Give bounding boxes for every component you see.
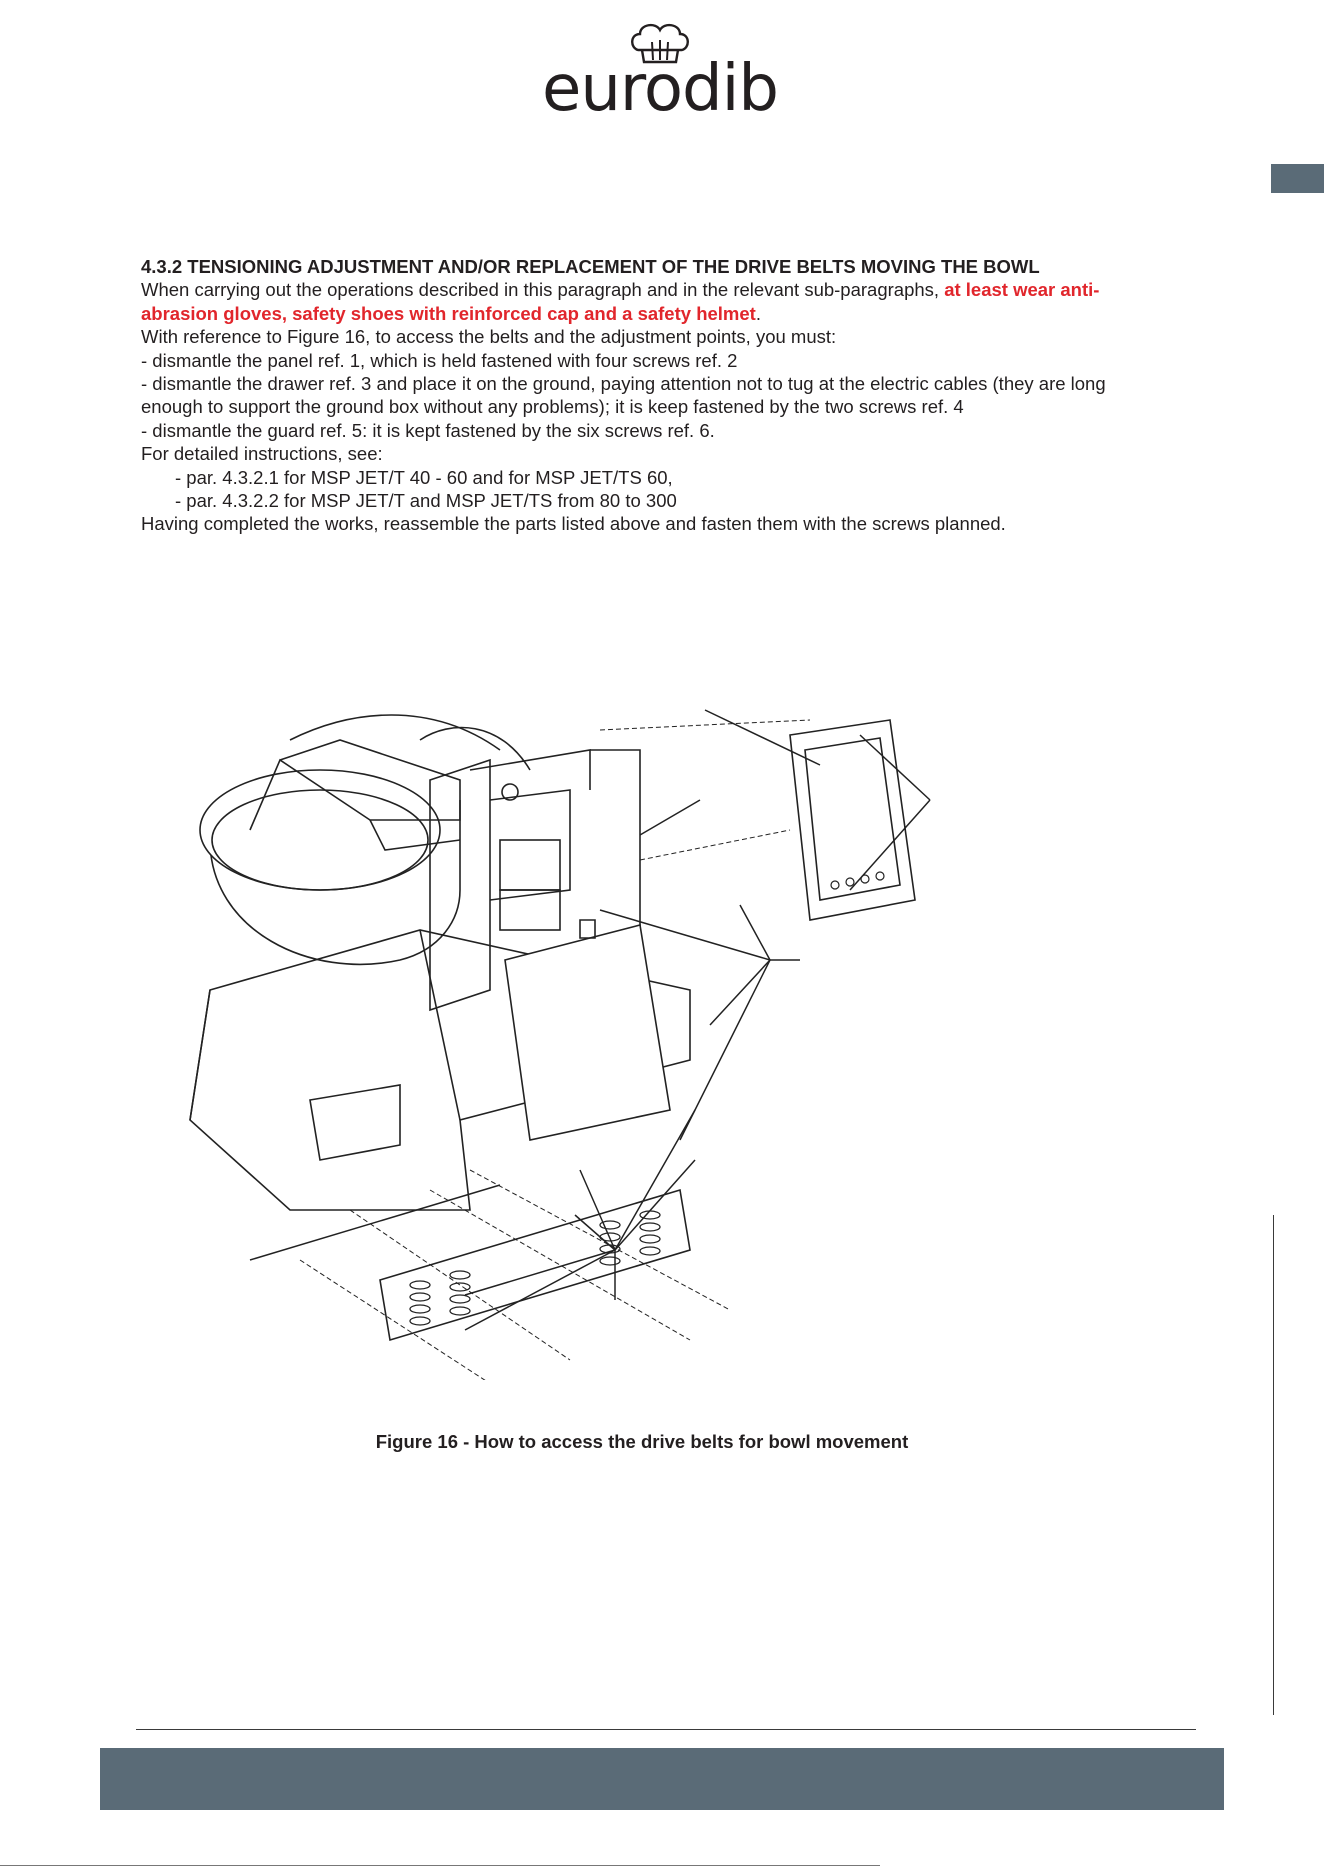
logo-wordmark: eurodib [541,52,779,126]
sub-reference: - par. 4.3.2.2 for MSP JET/T and MSP JET/TS from 80 to 300 [175,490,677,512]
eurodib-logo [510,20,810,126]
instructions-label: For detailed instructions, see: [141,443,383,465]
intro-end: . [755,302,761,324]
step-item: - dismantle the guard ref. 5: it is kept fastened by the six screws ref. 6. [141,419,715,441]
section-body [141,255,1151,536]
section-heading: 4.3.2 TENSIONING ADJUSTMENT AND/OR REPLACEMENT OF THE DRIVE BELTS MOVING THE BOWL [141,256,1040,277]
step-item: - dismantle the drawer ref. 3 and place it on the ground, paying attention not to tug at the electric cables (they are long enough to support the ground box without any problems); it is keep fastened by the two screws ref. 4 [141,373,1106,418]
safety-paragraph [141,278,1151,325]
side-tab [1271,164,1324,193]
closing-line: Having completed the works, reassemble the parts listed above and fasten them with the screws planned. [141,513,1006,535]
sub-reference: - par. 4.3.2.1 for MSP JET/T 40 - 60 and for MSP JET/TS 60, [175,466,673,488]
reference-line: With reference to Figure 16, to access the belts and the adjustment points, you must: [141,326,837,348]
right-margin-rule [1273,1215,1274,1715]
bottom-rule [0,1865,880,1866]
footer-band [100,1748,1224,1810]
figure-caption: Figure 16 - How to access the drive belts for bowl movement [375,1431,909,1452]
figure-16-drawing [170,690,1130,1380]
footer-rule [136,1729,1196,1730]
safety-warning: at least wear anti-abrasion gloves, safety shoes with reinforced cap and a safety helmet [141,279,1100,324]
step-item: - dismantle the panel ref. 1, which is held fastened with four screws ref. 2 [141,349,738,371]
intro-text: When carrying out the operations described in this paragraph and in the relevant sub-paragraphs, [141,279,945,301]
